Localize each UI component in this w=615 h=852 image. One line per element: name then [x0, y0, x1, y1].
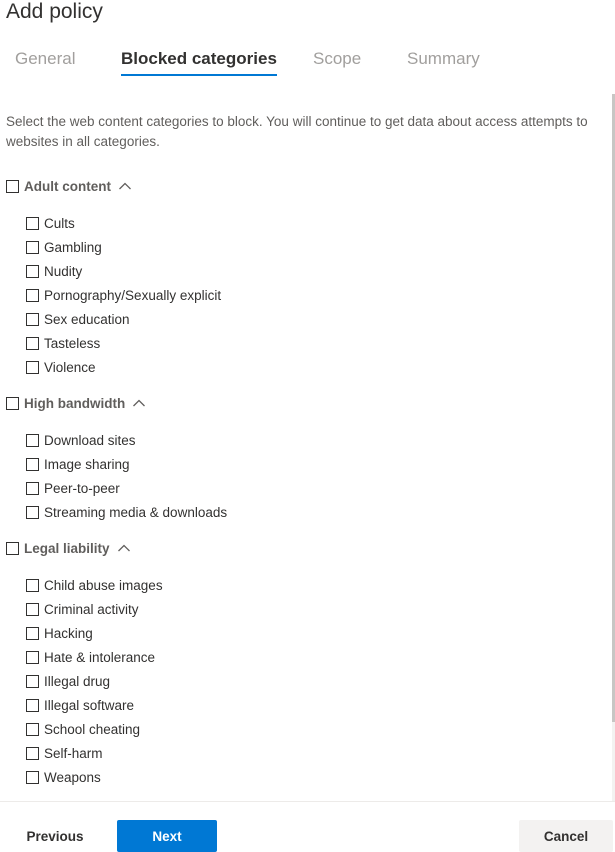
category-group-2[interactable]: [6, 538, 131, 558]
group-checkbox[interactable]: [6, 542, 19, 555]
category-item[interactable]: [26, 743, 103, 763]
item-label: Illegal software: [44, 697, 135, 713]
group-checkbox[interactable]: [6, 397, 19, 410]
category-item[interactable]: [26, 647, 155, 667]
category-item[interactable]: [26, 333, 100, 353]
item-label: Image sharing: [44, 456, 130, 472]
item-checkbox[interactable]: [26, 458, 39, 471]
category-item[interactable]: [26, 478, 120, 498]
next-button[interactable]: Next: [117, 820, 217, 852]
category-item[interactable]: [26, 430, 136, 450]
category-group-1[interactable]: [6, 393, 146, 413]
previous-button[interactable]: Previous: [14, 820, 96, 852]
category-item[interactable]: [26, 285, 221, 305]
category-item[interactable]: [26, 237, 102, 257]
item-label: Pornography/Sexually explicit: [44, 287, 222, 303]
item-label: Weapons: [44, 769, 101, 785]
item-checkbox[interactable]: [26, 627, 39, 640]
item-checkbox[interactable]: [26, 265, 39, 278]
category-item[interactable]: [26, 695, 134, 715]
chevron-up-icon[interactable]: [132, 396, 146, 410]
group-label: Adult content: [24, 178, 111, 194]
group-label: High bandwidth: [24, 395, 126, 411]
item-label: Nudity: [44, 263, 83, 279]
item-checkbox[interactable]: [26, 747, 39, 760]
category-item[interactable]: [26, 719, 140, 739]
item-label: Hacking: [44, 625, 93, 641]
group-checkbox[interactable]: [6, 180, 19, 193]
item-checkbox[interactable]: [26, 723, 39, 736]
item-checkbox[interactable]: [26, 506, 39, 519]
item-checkbox[interactable]: [26, 313, 39, 326]
chevron-up-icon[interactable]: [118, 179, 132, 193]
item-checkbox[interactable]: [26, 699, 39, 712]
item-label: Hate & intolerance: [44, 649, 156, 665]
category-item[interactable]: [26, 767, 101, 787]
item-label: Streaming media & downloads: [44, 504, 228, 520]
tab-summary[interactable]: Summary: [407, 49, 480, 68]
item-label: School cheating: [44, 721, 141, 737]
item-checkbox[interactable]: [26, 289, 39, 302]
category-item[interactable]: [26, 454, 130, 474]
item-label: Gambling: [44, 239, 102, 255]
item-checkbox[interactable]: [26, 675, 39, 688]
page-title: Add policy: [6, 0, 103, 23]
item-label: Cults: [44, 215, 75, 231]
tab-general[interactable]: General: [15, 49, 76, 68]
item-checkbox[interactable]: [26, 771, 39, 784]
category-item[interactable]: [26, 575, 163, 595]
category-item[interactable]: [26, 213, 75, 233]
category-group-0[interactable]: [6, 176, 132, 196]
item-label: Criminal activity: [44, 601, 139, 617]
item-label: Child abuse images: [44, 577, 163, 593]
item-label: Tasteless: [44, 335, 101, 351]
item-checkbox[interactable]: [26, 337, 39, 350]
item-label: Sex education: [44, 311, 130, 327]
category-item[interactable]: [26, 671, 110, 691]
wizard-footer: [0, 801, 615, 849]
category-item[interactable]: [26, 502, 227, 522]
category-item[interactable]: [26, 261, 82, 281]
item-checkbox[interactable]: [26, 603, 39, 616]
item-checkbox[interactable]: [26, 361, 39, 374]
item-label: Self-harm: [44, 745, 103, 761]
group-label: Legal liability: [24, 540, 110, 556]
item-checkbox[interactable]: [26, 579, 39, 592]
category-item[interactable]: [26, 309, 130, 329]
category-item[interactable]: [26, 357, 96, 377]
cancel-button[interactable]: Cancel: [519, 820, 613, 852]
item-checkbox[interactable]: [26, 482, 39, 495]
item-checkbox[interactable]: [26, 241, 39, 254]
category-item[interactable]: [26, 623, 93, 643]
category-item[interactable]: [26, 599, 139, 619]
tab-blocked-categories[interactable]: Blocked categories: [121, 49, 277, 68]
item-label: Violence: [44, 359, 96, 375]
chevron-up-icon[interactable]: [117, 541, 131, 555]
panel-description: Select the web content categories to block. You will continue to get data about access attempts to websites in all categories.: [6, 114, 588, 149]
item-label: Illegal drug: [44, 673, 111, 689]
item-label: Peer-to-peer: [44, 480, 120, 496]
item-label: Download sites: [44, 432, 136, 448]
item-checkbox[interactable]: [26, 217, 39, 230]
item-checkbox[interactable]: [26, 651, 39, 664]
tab-scope[interactable]: Scope: [313, 49, 362, 68]
item-checkbox[interactable]: [26, 434, 39, 447]
categories-panel: [0, 94, 615, 801]
